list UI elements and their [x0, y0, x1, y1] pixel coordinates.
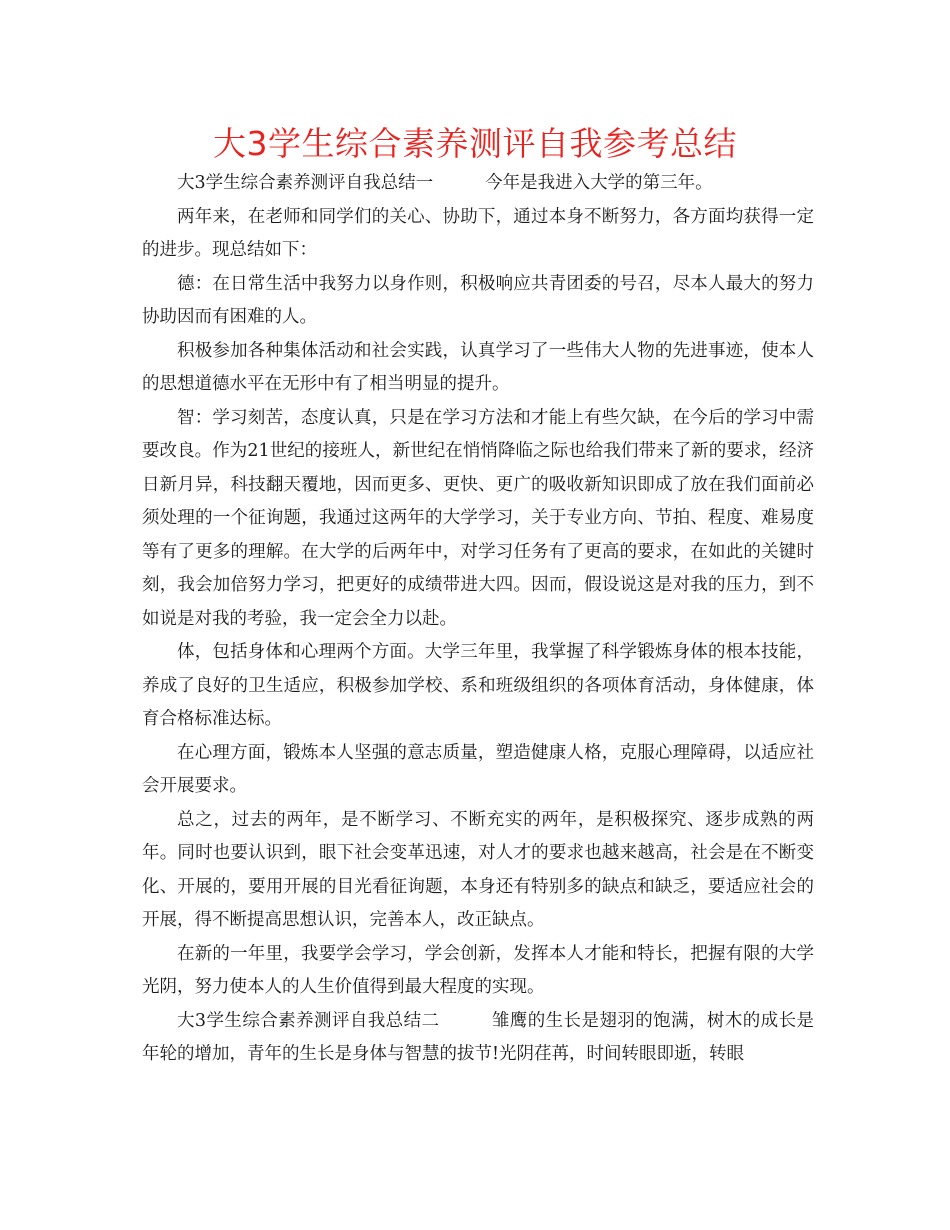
paragraph-9: 在新的一年里，我要学会学习，学会创新，发挥本人才能和特长，把握有限的大学光阴，努力使本人的人生价值得到最大程度的实现。: [142, 943, 814, 997]
section-heading-1: 大3学生综合素养测评自我总结一: [177, 173, 434, 193]
document-title: 大3学生综合素养测评自我参考总结: [213, 124, 737, 163]
paragraph-3: 德：在日常生活中我努力以身作则，积极响应共青团委的号召，尽本人最大的努力协助因而有困难的人。: [142, 273, 814, 327]
document-body: [142, 167, 814, 1072]
paragraph-10: [142, 1005, 814, 1072]
paragraph-text: 雏鹰的生长是翅羽的饱满，树木的成长是年轮的增加，青年的生长是身体与智慧的拔节!光阴荏苒，时间转眼即逝，转眼: [142, 1010, 814, 1064]
paragraph-5: 智：学习刻苦，态度认真，只是在学习方法和才能上有些欠缺，在今后的学习中需要改良。作为21世纪的接班人，新世纪在悄悄降临之际也给我们带来了新的要求，经济日新月异，科技翻天覆地，因而更多、更快、更广的吸收新知识即成了放在我们面前必须处理的一个征询题，我通过这两年的大学学习，关于专业方向、节拍、程度、难易度等有了更多的理解。在大学的后两年中，对学习任务有了更高的要求，在如此的关键时刻，我会加倍努力学习，把更好的成绩带进大四。因而，假设说这是对我的压力，到不如说是对我的考验，我一定会全力以赴。: [142, 407, 814, 629]
paragraph-1: [142, 167, 814, 201]
paragraph-text: 今年是我进入大学的第三年。: [485, 173, 713, 193]
paragraph-4: 积极参加各种集体活动和社会实践，认真学习了一些伟大人物的先进事迹，使本人的思想道德水平在无形中有了相当明显的提升。: [142, 340, 814, 394]
paragraph-6: 体，包括身体和心理两个方面。大学三年里，我掌握了科学锻炼身体的根本技能，养成了良好的卫生适应，积极参加学校、系和班级组织的各项体育活动，身体健康，体育合格标准达标。: [142, 642, 814, 729]
paragraph-7: 在心理方面，锻炼本人坚强的意志质量，塑造健康人格，克服心理障碍，以适应社会开展要求。: [142, 742, 814, 796]
paragraph-2: 两年来，在老师和同学们的关心、协助下，通过本身不断努力，各方面均获得一定的进步。现总结如下：: [142, 206, 814, 260]
section-heading-2: 大3学生综合素养测评自我总结二: [177, 1010, 440, 1031]
paragraph-8: 总之，过去的两年，是不断学习、不断充实的两年，是积极探究、逐步成熟的两年。同时也要认识到，眼下社会变革迅速，对人才的要求也越来越高，社会是在不断变化、开展的，要用开展的目光看征询题，本身还有特别多的缺点和缺乏，要适应社会的开展，得不断提高思想认识，完善本人，改正缺点。: [142, 809, 814, 930]
